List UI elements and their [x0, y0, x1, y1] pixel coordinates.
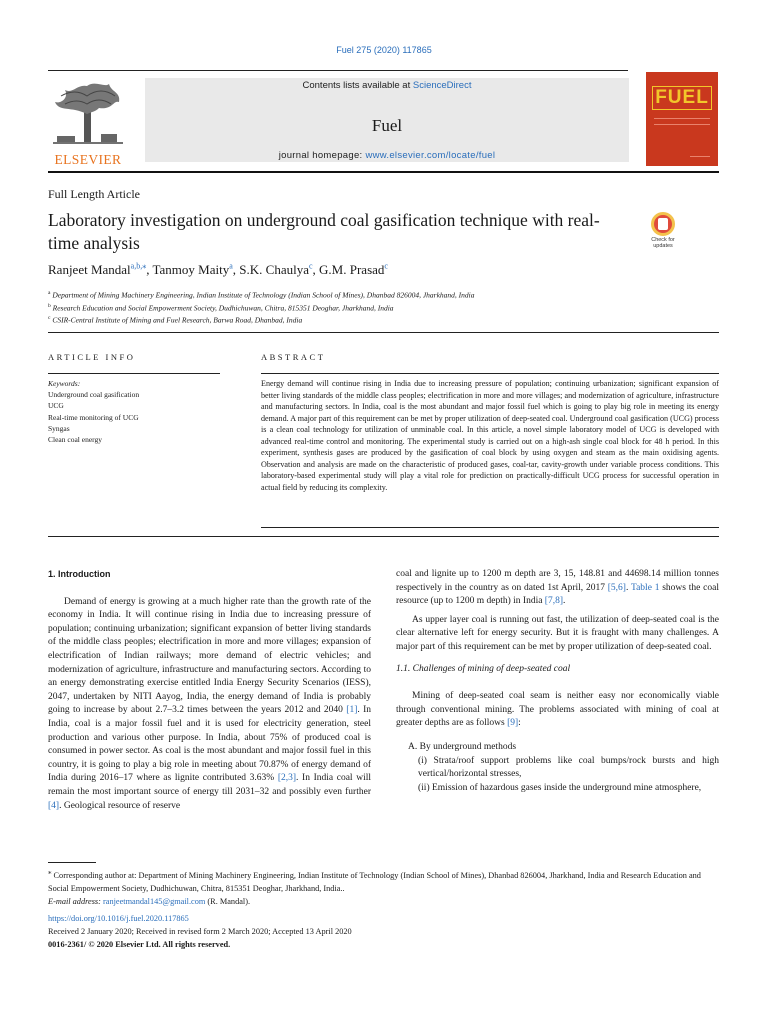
section-heading: 1. Introduction: [48, 569, 111, 579]
check-updates-icon: [651, 212, 675, 236]
citation-link[interactable]: [9]: [507, 718, 519, 729]
citation-link[interactable]: [5,6]: [607, 582, 626, 593]
keyword: Syngas: [48, 423, 70, 433]
journal-cover[interactable]: [646, 72, 718, 166]
author: Tanmoy Maity: [152, 262, 230, 277]
header-top-rule: [48, 70, 628, 71]
author-list: Ranjeet Mandal$^{a,b,⁎}$, Tanmoy Maity$^a$, S.K. Chaulya$^c$, G.M. Prasad$^c$: [48, 261, 388, 277]
author-affiliation-marker[interactable]: c: [308, 261, 313, 271]
author-affiliation-marker[interactable]: a,b,⁎: [130, 261, 147, 271]
check-for-updates-button[interactable]: [645, 212, 681, 252]
challenge-list: [396, 741, 719, 795]
list-heading: A. By underground methods: [408, 741, 517, 752]
affiliation: $^c$ CSIR-Central Institute of Mining and Fuel Research, Barwa Road, Dhanbad, India: [48, 315, 303, 325]
keyword: Underground coal gasification: [48, 390, 140, 400]
author: G.M. Prasad: [319, 262, 385, 277]
article-info-rule: [48, 373, 220, 374]
contents-line: Contents lists available at ScienceDirect: [302, 80, 472, 91]
paragraph: coal and lignite up to 1200 m depth are 3, 15, 148.81 and 44698.14 million tonnes respectively in the country as on dated 1st April, 2017 [5,6]. Table 1 shows the coal resource (up to 1200 m depth) in India [7,8].: [396, 569, 719, 607]
homepage-link[interactable]: www.elsevier.com/locate/fuel: [365, 150, 496, 161]
publication-info: [48, 912, 352, 951]
paragraph: Demand of energy is growing at a much higher rate than the growth rate of the economy in India. It will continue rising in India due to increasing pressure of population; continuing urbanization; significant expansion of better living standards of the middle class peoples; electrification in more and more villages; expansion of electrification of Indian railways; more demand of electric vehicles; and modernization of agriculture, infrastructure and manufacturing sectors. According to an energy demonstrating exercise entitled India Energy Security Scenarios (IESS), 2047, undertaken by NITI Aayog, India, the energy demand of India is probably going to increase by about 2.7–3.2 times between the years 2012 and 2040 [1]. In India, coal is a major fossil fuel and it is used for electricity generation, steel production and various other purpose. In India, about 75% of produced coal is consumed in power sector. As coal is the most abundant and major fossil fuel in this country, it is going to play a big role in meeting about 70.87% of energy demand of India during 2016–17 where as lignite contributed 3.63% [2,3]. In India coal will remain the most important source of energy till 2031–32 and possibly even further [4]. Geological resource of reserve: [48, 596, 371, 811]
citation-link[interactable]: [1]: [346, 705, 358, 716]
footnote-rule: [48, 862, 96, 863]
cover-decoration: [690, 156, 710, 157]
journal-header: [48, 70, 719, 170]
email-line: E-mail address: ranjeetmandal145@gmail.com (R. Mandal).: [48, 896, 251, 906]
cover-title: FUEL: [652, 86, 712, 110]
paragraph: As upper layer coal is running out fast, the utilization of deep-seated coal is the clear alternative left for energy security. But it is fraught with many challenges. A major part of this requirement can be met by proper utilization of deep-seated coal.: [396, 614, 719, 652]
header-bottom-rule: [48, 171, 719, 173]
email-link[interactable]: ranjeetmandal145@gmail.com: [103, 896, 206, 906]
abstract-heading: ABSTRACT: [261, 352, 326, 362]
article-title: Laboratory investigation on underground coal gasification technique with real-time analysis: [48, 210, 600, 253]
abstract-text: Energy demand will continue rising in India due to increasing pressure of population; continuing urbanization; significant expansion of better living standards of the middle class peoples; electrification in more and more villages; and modernization of agriculture, infrastructure and manufacturing sectors. In India, coal is the most abundant and major fossil fuel which is going to play big role in meeting its energy demand. A major part of this requirement can be met by proper utilization of deep-seated coal. Underground coal gasification (UCG) process is a clean coal technology for utilization of unminable coal. In this article, a novel simple laboratory model of UCG is developed with advanced real-time control and monitoring. The experimental study is carried out on a high-ash single coal block for 48 h period. In this experiment, synthesis gases are produced by the gasification of coal block by using oxygen and steam as the main oxidising agents. Observation and analysis are made on the characteristic of produced gases, coal-tar, cavity-growth under variable process conditions. This laboratory-based experimental study will play a vital role for prediction on practically-difficult UCG process for successful operation in actual field by reducing its complexity.: [261, 379, 719, 492]
elsevier-logo[interactable]: [48, 76, 128, 168]
journal-banner: [145, 78, 629, 162]
keyword: UCG: [48, 401, 64, 411]
sciencedirect-link[interactable]: ScienceDirect: [412, 80, 472, 91]
journal-name: Fuel: [371, 116, 403, 135]
subsection-heading: 1.1. Challenges of mining of deep-seated coal: [396, 663, 571, 674]
affiliations: [48, 288, 688, 326]
article-type: Full Length Article: [48, 187, 140, 201]
article-info-heading: ARTICLE INFO: [48, 352, 136, 362]
section-divider: [48, 332, 719, 333]
keyword: Real-time monitoring of UCG: [48, 412, 139, 422]
citation-link[interactable]: [7,8]: [544, 596, 563, 607]
author: Ranjeet Mandal: [48, 262, 131, 277]
author-affiliation-marker[interactable]: c: [384, 261, 388, 271]
abstract-box: [261, 373, 719, 528]
body-column-left: [48, 568, 371, 818]
author-affiliation-marker[interactable]: a: [229, 261, 233, 271]
affiliation: $^a$ Department of Mining Machinery Engineering, Indian Institute of Technology (Indian School of Mines), Dhanbad 826004, Jharkhand, India: [48, 290, 475, 300]
cover-decoration: [654, 124, 710, 125]
paragraph: Mining of deep-seated coal seam is neither easy nor economically viable through conventional mining. The problems associated with mining of coal at greater depths are as follows [9]:: [396, 691, 719, 729]
cover-decoration: [654, 118, 710, 119]
list-item: (i) Strata/roof support problems like coal bumps/rock bursts and high vertical/horizontal stresses,: [418, 755, 719, 780]
journal-reference[interactable]: Fuel 275 (2020) 117865: [336, 45, 432, 55]
check-updates-label: Check for updates: [651, 237, 675, 249]
publisher-wordmark: ELSEVIER: [54, 152, 122, 167]
footnote: [48, 866, 719, 908]
corresponding-author-note: ⁎ Corresponding author at: Department of Mining Machinery Engineering, Indian Institute of Technology (Indian School of Mines), Dhanbad 826004, Jharkhand, India and Research Education and Social Empowerment Society, Dudhichuwan, Chitra, 815351 Deoghar, Jharkhand, India..: [48, 869, 701, 893]
copyright: 0016-2361/ © 2020 Elsevier Ltd. All rights reserved.: [48, 940, 231, 949]
section-divider: [48, 536, 719, 537]
list-item: (ii) Emission of hazardous gases inside the underground mine atmosphere,: [418, 782, 702, 793]
received-dates: Received 2 January 2020; Received in revised form 2 March 2020; Accepted 13 April 2020: [48, 927, 352, 936]
keywords-label: Keywords:: [48, 379, 81, 388]
keywords-block: [48, 378, 228, 445]
affiliation: $^b$ Research Education and Social Empowerment Society, Dudhichuwan, Chitra, 815351 Deoghar, Jharkhand, India: [48, 302, 394, 312]
doi-link[interactable]: https://doi.org/10.1016/j.fuel.2020.117865: [48, 914, 189, 923]
citation-link[interactable]: [4]: [48, 800, 60, 811]
keyword: Clean coal energy: [48, 435, 103, 445]
author: S.K. Chaulya: [239, 262, 309, 277]
elsevier-tree-icon: [51, 76, 125, 146]
homepage-line: journal homepage: www.elsevier.com/locate/fuel: [278, 150, 496, 161]
body-column-right: [396, 568, 719, 795]
citation-link[interactable]: [2,3]: [277, 773, 297, 784]
table-link[interactable]: Table 1: [630, 582, 660, 593]
